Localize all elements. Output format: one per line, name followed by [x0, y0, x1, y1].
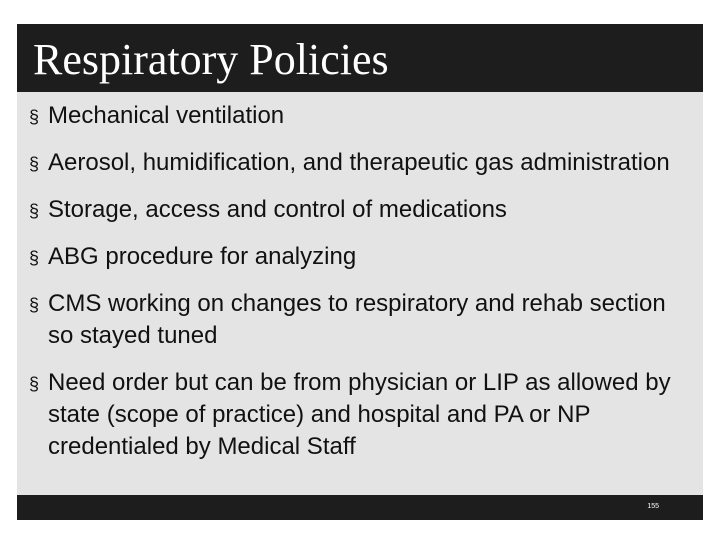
bullet-text: Mechanical ventilation: [48, 102, 285, 129]
slide: [17, 24, 703, 495]
bullet-item: [29, 241, 695, 273]
bullet-marker-icon: §: [29, 107, 40, 127]
bullet-marker-icon: §: [29, 295, 40, 315]
bullet-text: ABG procedure for analyzing: [48, 243, 357, 270]
bullet-text: Storage, access and control of medications: [48, 196, 507, 223]
bullet-list: [29, 100, 695, 478]
bullet-text: Aerosol, humidification, and therapeutic gas administration: [48, 149, 670, 176]
slide-title: Respiratory Policies: [33, 35, 389, 84]
bullet-marker-icon: §: [29, 248, 40, 268]
footer-bar: [17, 495, 703, 520]
title-bar: [17, 24, 703, 92]
bullet-item: [29, 147, 695, 179]
bullet-marker-icon: §: [29, 374, 40, 394]
bullet-text: CMS working on changes to respiratory and rehab section so stayed tuned: [48, 290, 666, 349]
bullet-item: [29, 288, 695, 352]
bullet-marker-icon: §: [29, 201, 40, 221]
bullet-marker-icon: §: [29, 154, 40, 174]
bullet-item: [29, 100, 695, 132]
bullet-item: [29, 367, 695, 463]
slide-number: 155: [647, 503, 659, 510]
bullet-text: Need order but can be from physician or LIP as allowed by state (scope of practice) and hospital and PA or NP credentialed by Medical Staff: [48, 369, 671, 460]
bullet-item: [29, 194, 695, 226]
